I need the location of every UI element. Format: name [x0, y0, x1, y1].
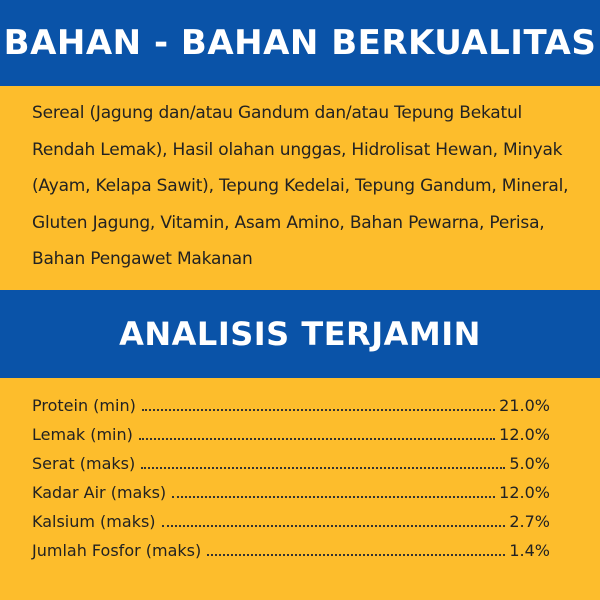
analysis-label: Lemak (min) — [32, 425, 133, 444]
analysis-value: 12.0% — [499, 483, 550, 502]
dot-leader — [207, 554, 505, 556]
analysis-row-fiber — [32, 449, 550, 478]
analysis-label: Kalsium (maks) — [32, 512, 156, 531]
analysis-row-fat — [32, 420, 550, 449]
analysis-row-moisture — [32, 478, 550, 507]
analysis-label: Jumlah Fosfor (maks) — [32, 541, 202, 560]
analysis-value: 21.0% — [499, 396, 550, 415]
analysis-row-calcium — [32, 507, 550, 536]
ingredients-title: BAHAN - BAHAN BERKUALITAS — [3, 23, 597, 63]
analysis-label: Serat (maks) — [32, 454, 136, 473]
analysis-label: Kadar Air (maks) — [32, 483, 167, 502]
analysis-title: ANALISIS TERJAMIN — [119, 315, 481, 353]
dot-leader — [139, 438, 495, 440]
analysis-header-band — [0, 290, 600, 378]
analysis-row-protein — [32, 391, 550, 420]
dot-leader — [141, 467, 505, 469]
ingredients-header-band — [0, 0, 600, 86]
analysis-table — [32, 391, 550, 565]
analysis-value: 2.7% — [509, 512, 550, 531]
analysis-value: 12.0% — [499, 425, 550, 444]
analysis-value: 5.0% — [509, 454, 550, 473]
dot-leader — [162, 525, 506, 527]
dot-leader — [142, 409, 495, 411]
dot-leader — [172, 496, 495, 498]
analysis-value: 1.4% — [509, 541, 550, 560]
analysis-row-phosphorus — [32, 536, 550, 565]
ingredients-text: Sereal (Jagung dan/atau Gandum dan/atau Tepung Bekatul Rendah Lemak), Hasil olahan unggas, Hidrolisat Hewan, Minyak (Ayam, Kelapa Sawit), Tepung Kedelai, Tepung Gandum, Mineral, Gluten Jagung, Vitamin, Asam Amino, Bahan Pewarna, Perisa, Bahan Pengawet Makanan — [32, 103, 569, 269]
analysis-label: Protein (min) — [32, 396, 136, 415]
